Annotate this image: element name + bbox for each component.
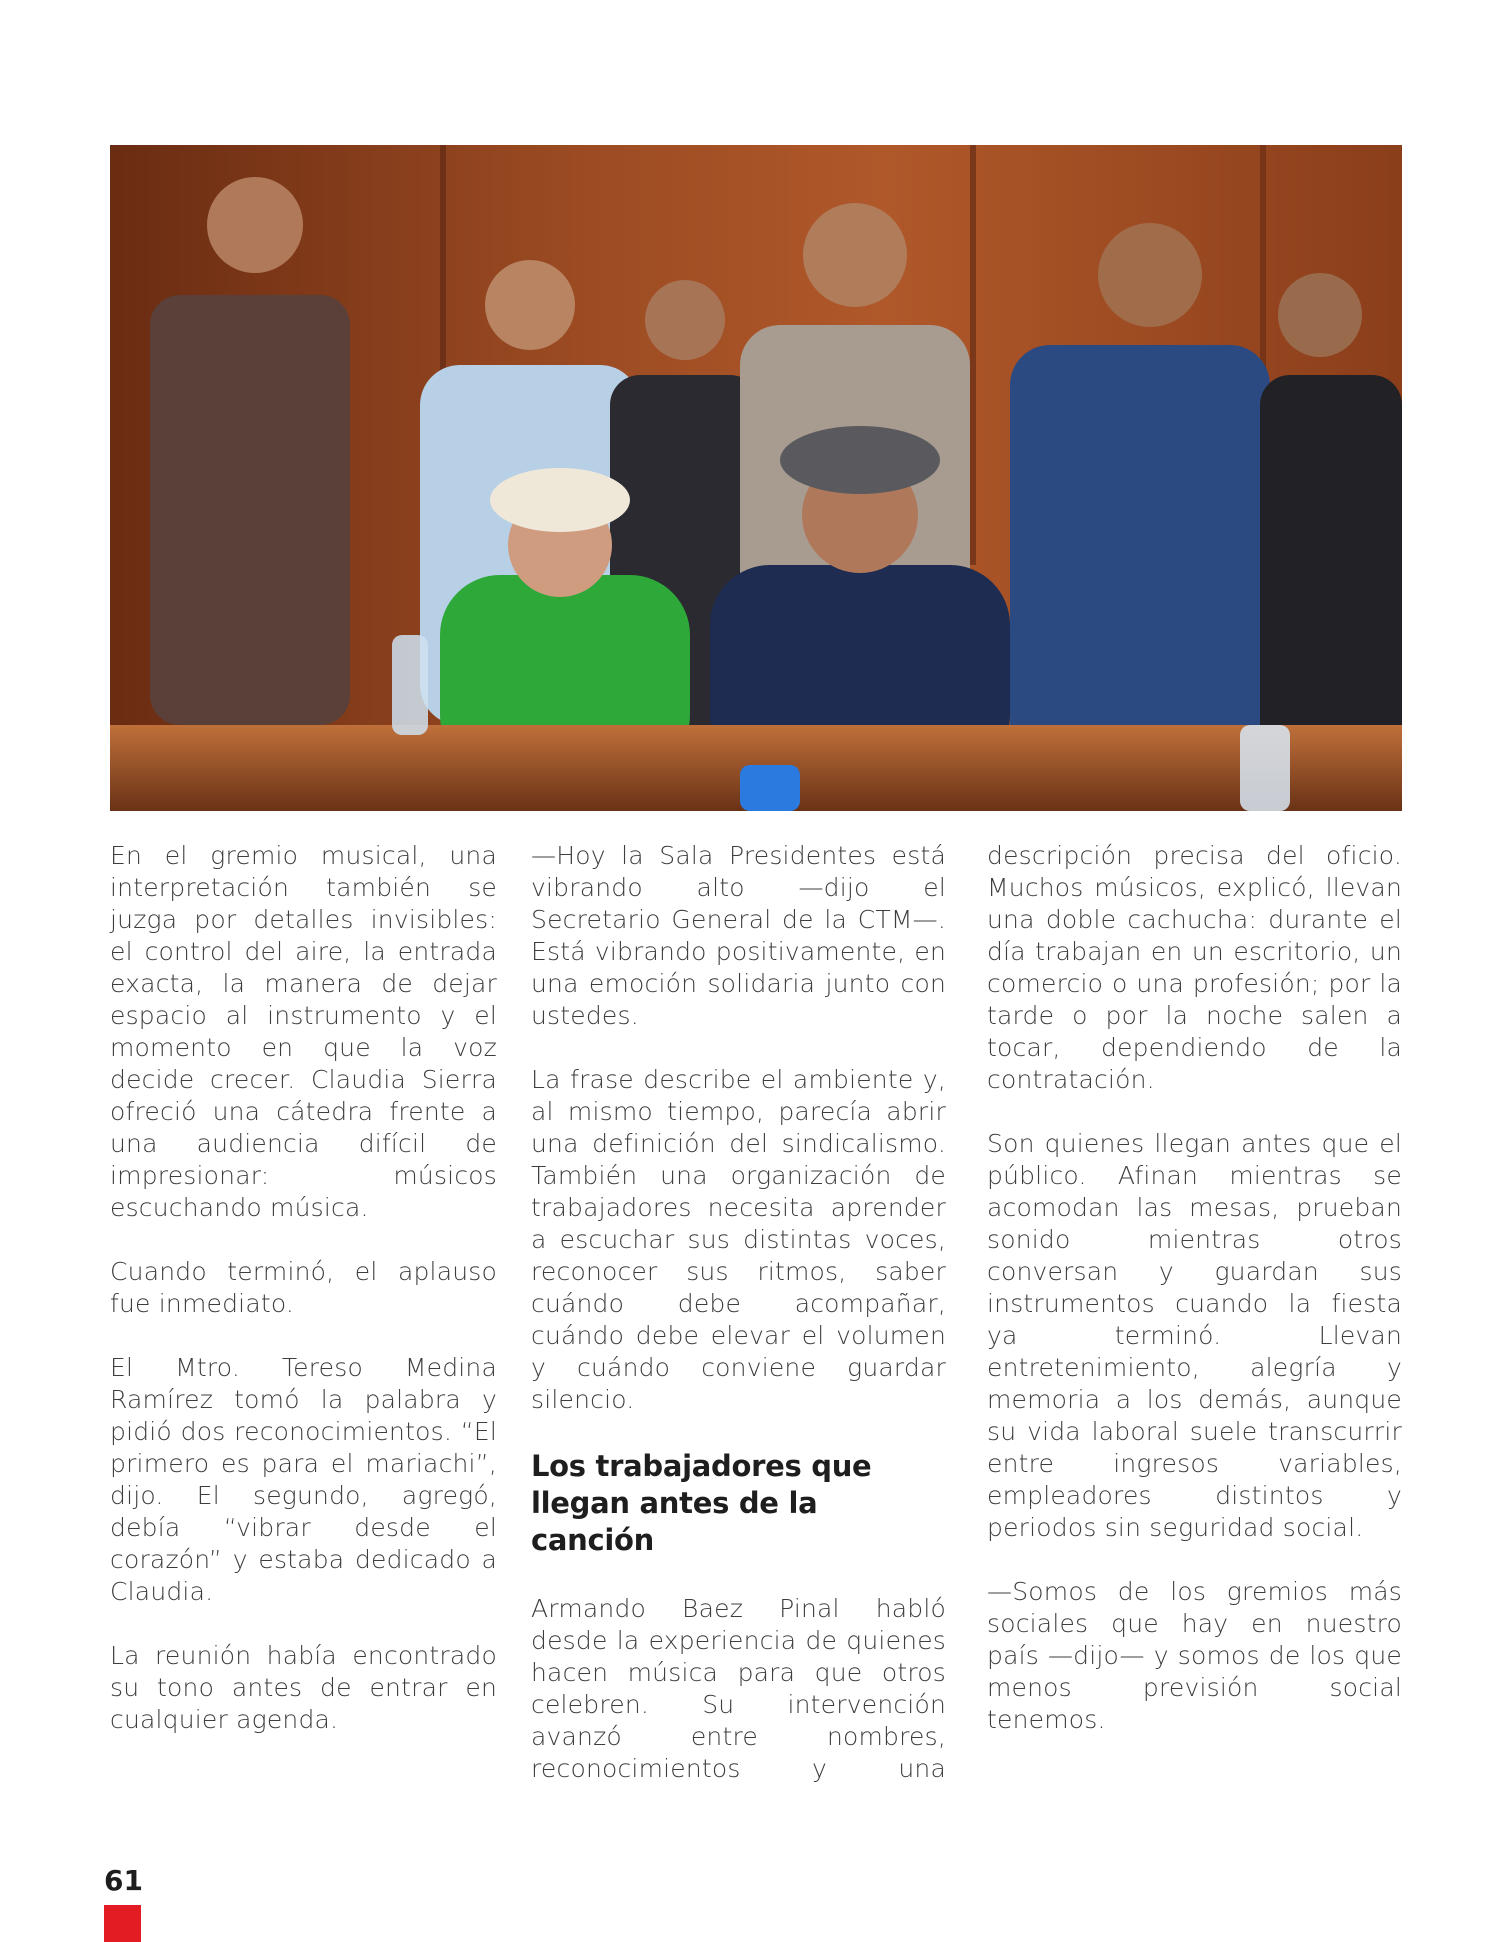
paragraph: El Mtro. Tereso Medina Ramírez tomó la palabra y pidió dos reconocimientos. “El primero es para el mariachi”, dijo. El segundo, agregó, debía “vibrar desde el corazón” y estaba dedicado a Claudia. <box>110 1353 497 1606</box>
paragraph: —Somos de los gremios más sociales que hay en nuestro país —dijo— y somos de los que menos previsión social tenemos. <box>987 1577 1402 1734</box>
paragraph: —Hoy la Sala Presidentes está vibrando alto —dijo el Secretario General de la CTM—. Está vibrando positivamente, en una emoción solidaria junto con ustedes. <box>531 841 946 1030</box>
section-heading: Los trabajadores que llegan antes de la canción <box>531 1449 872 1557</box>
paragraph: La frase describe el ambiente y, al mismo tiempo, parecía abrir una definición del sindicalismo. También una organización de trabajadores necesita aprender a escuchar sus distintas voces, reconocer sus ritmos, saber cuándo debe acompañar, cuándo debe elevar el volumen y cuándo conviene guardar silencio. <box>531 1065 946 1414</box>
paragraph: Cuando terminó, el aplauso fue inmediato. <box>110 1257 497 1318</box>
page-number: 61 <box>104 1864 143 1897</box>
page-accent-square <box>104 1905 141 1942</box>
article-column-1 <box>110 840 497 1768</box>
paragraph: descripción precisa del oficio. Muchos músicos, explicó, llevan una doble cachucha: durante el día trabajan en un escritorio, un comercio o una profesión; por la tarde o por la noche salen a tocar, dependiendo de la contratación. <box>987 841 1402 1094</box>
meeting-photo <box>110 145 1402 811</box>
paragraph: Armando Baez Pinal habló desde la experiencia de quienes hacen música para que otros celebren. Su intervención avanzó entre nombres, reconocimientos y una <box>531 1594 946 1783</box>
paragraph: Son quienes llegan antes que el público. Afinan mientras se acomodan las mesas, prueban sonido mientras otros conversan y guardan sus instrumentos cuando la fiesta ya terminó. Llevan entretenimiento, alegría y memoria a los demás, aunque su vida laboral suele transcurrir entre ingresos variables, empleadores distintos y periodos sin seguridad social. <box>987 1129 1402 1542</box>
paragraph: La reunión había encontrado su tono antes de entrar en cualquier agenda. <box>110 1641 497 1734</box>
article-column-3 <box>987 840 1402 1768</box>
article-column-2 <box>531 840 946 1817</box>
paragraph: En el gremio musical, una interpretación también se juzga por detalles invisibles: el control del aire, la entrada exacta, la manera de dejar espacio al instrumento y el momento en que la voz decide crecer. Claudia Sierra ofreció una cátedra frente a una audiencia difícil de impresionar: músicos escuchando música. <box>110 841 497 1222</box>
meeting-photo-icon <box>110 145 1402 811</box>
